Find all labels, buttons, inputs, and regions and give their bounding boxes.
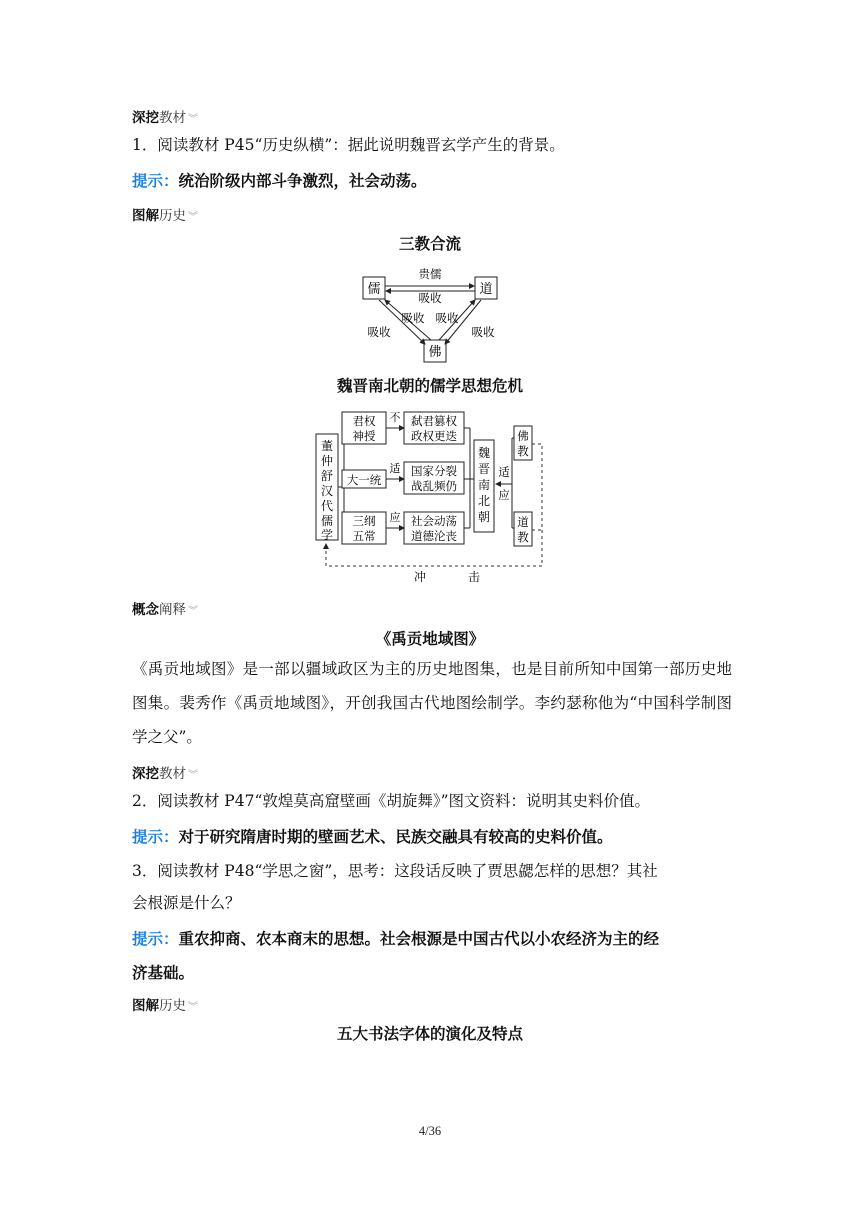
label-xishou-mid-right: 吸收 — [435, 311, 459, 325]
answer-1: 提示：统治阶级内部斗争激烈，社会动荡。 — [132, 171, 427, 190]
label-chong: 冲 — [413, 570, 427, 584]
page-number: 4/36 — [418, 1124, 442, 1138]
question-1: 1．阅读教材 P45“历史纵横”：据此说明魏晋玄学产生的背景。 — [132, 136, 565, 154]
label-shiying-2: 应 — [498, 488, 510, 502]
chevron-down-icon: ︾ — [188, 114, 198, 125]
section-heading-tujie: 图解历史 ︾ — [132, 208, 198, 224]
label-fo: 佛 — [428, 345, 442, 360]
label-dao: 道 — [479, 282, 493, 297]
section-heading-tujie-2: 图解历史 ︾ — [132, 998, 198, 1014]
section-heading-shenwa: 深挖教材 ︾ — [132, 110, 198, 126]
svg-text:仲: 仲 — [320, 454, 334, 468]
answer-2: 提示：对于研究隋唐时期的壁画艺术、民族交融具有较高的史料价值。 — [132, 827, 613, 846]
label-xishou-mid-left: 吸收 — [401, 311, 425, 325]
label-guiru: 贵儒 — [418, 267, 442, 281]
label-sangang-1: 三纲 — [352, 514, 376, 528]
concept-title-yugong: 《禹贡地域图》 — [375, 630, 485, 648]
question-2: 2．阅读教材 P47“敦煌莫高窟壁画《胡旋舞》”图文资料：说明其史料价值。 — [132, 792, 651, 810]
svg-text:汉: 汉 — [320, 484, 334, 498]
label-ji: 击 — [467, 570, 481, 584]
label-junquan-1: 君权 — [352, 414, 376, 428]
diagram-sanjiao — [355, 264, 505, 364]
answer-3-line-1: 提示：重农抑商、农本商末的思想。社会根源是中国古代以小农经济为主的经 — [132, 929, 660, 948]
label-shiying-1: 适 — [498, 465, 510, 479]
label-sangang-2: 五常 — [352, 529, 376, 543]
label-weijin — [478, 446, 490, 524]
section-heading-gainian: 概念阐释 ︾ — [132, 602, 198, 618]
svg-text:舒: 舒 — [320, 469, 334, 483]
label-daojiao-2: 教 — [517, 530, 529, 544]
label-fojiao-1: 佛 — [517, 429, 529, 443]
svg-text:魏: 魏 — [477, 446, 491, 460]
chevron-down-icon: ︾ — [188, 606, 198, 617]
label-shehui-2: 道德沦丧 — [411, 529, 457, 543]
label-xishou-right: 吸收 — [471, 325, 495, 339]
chevron-down-icon: ︾ — [188, 1002, 198, 1013]
answer-3-line-2: 济基础。 — [132, 963, 195, 982]
label-guojia-1: 国家分裂 — [411, 464, 457, 478]
diagram-title-weijin: 魏晋南北朝的儒学思想危机 — [336, 377, 523, 395]
chevron-down-icon: ︾ — [188, 212, 198, 223]
svg-text:北: 北 — [477, 494, 491, 508]
label-shehui-1: 社会动荡 — [411, 514, 457, 528]
label-shi: 适 — [389, 462, 401, 475]
svg-text:学: 学 — [320, 528, 334, 542]
label-junquan-2: 神授 — [352, 429, 376, 443]
svg-text:董: 董 — [320, 439, 334, 453]
label-dong — [321, 438, 333, 542]
svg-text:朝: 朝 — [477, 510, 491, 524]
label-shijun-2: 政权更迭 — [411, 429, 457, 443]
label-fojiao-2: 教 — [517, 444, 529, 458]
label-ru: 儒 — [367, 282, 381, 297]
diagram-weijin — [312, 404, 548, 584]
section-heading-shenwa-2: 深挖教材 ︾ — [132, 766, 198, 782]
label-xishou-top: 吸收 — [418, 291, 442, 305]
svg-text:儒: 儒 — [320, 514, 334, 528]
label-guojia-2: 战乱频仍 — [411, 479, 457, 493]
label-ying: 应 — [389, 511, 401, 524]
diagram-title-sanjiao: 三教合流 — [398, 235, 461, 253]
svg-text:晋: 晋 — [477, 462, 491, 476]
label-shijun-1: 弑君篡权 — [411, 414, 457, 428]
svg-text:代: 代 — [320, 499, 334, 513]
diagram-title-shufa: 五大书法字体的演化及特点 — [336, 1025, 523, 1043]
question-3-line-1: 3．阅读教材 P48“学思之窗”，思考：这段话反映了贾思勰怎样的思想？其社 — [132, 862, 658, 880]
label-dayitong: 大一统 — [346, 473, 382, 487]
concept-paragraph-yugong: 《禹贡地域图》是一部以疆域政区为主的历史地图集，也是目前所知中国第一部历史地图集。裴秀作《禹贡地域图》，开创我国古代地图绘制学。李约瑟称他为“中国科学制图学之父”。 — [132, 660, 732, 746]
label-xishou-left: 吸收 — [367, 325, 391, 339]
question-3-line-2: 会根源是什么？ — [132, 894, 241, 912]
label-bu: 不 — [389, 411, 401, 424]
svg-text:南: 南 — [477, 478, 491, 492]
chevron-down-icon: ︾ — [188, 770, 198, 781]
label-daojiao-1: 道 — [517, 515, 529, 529]
